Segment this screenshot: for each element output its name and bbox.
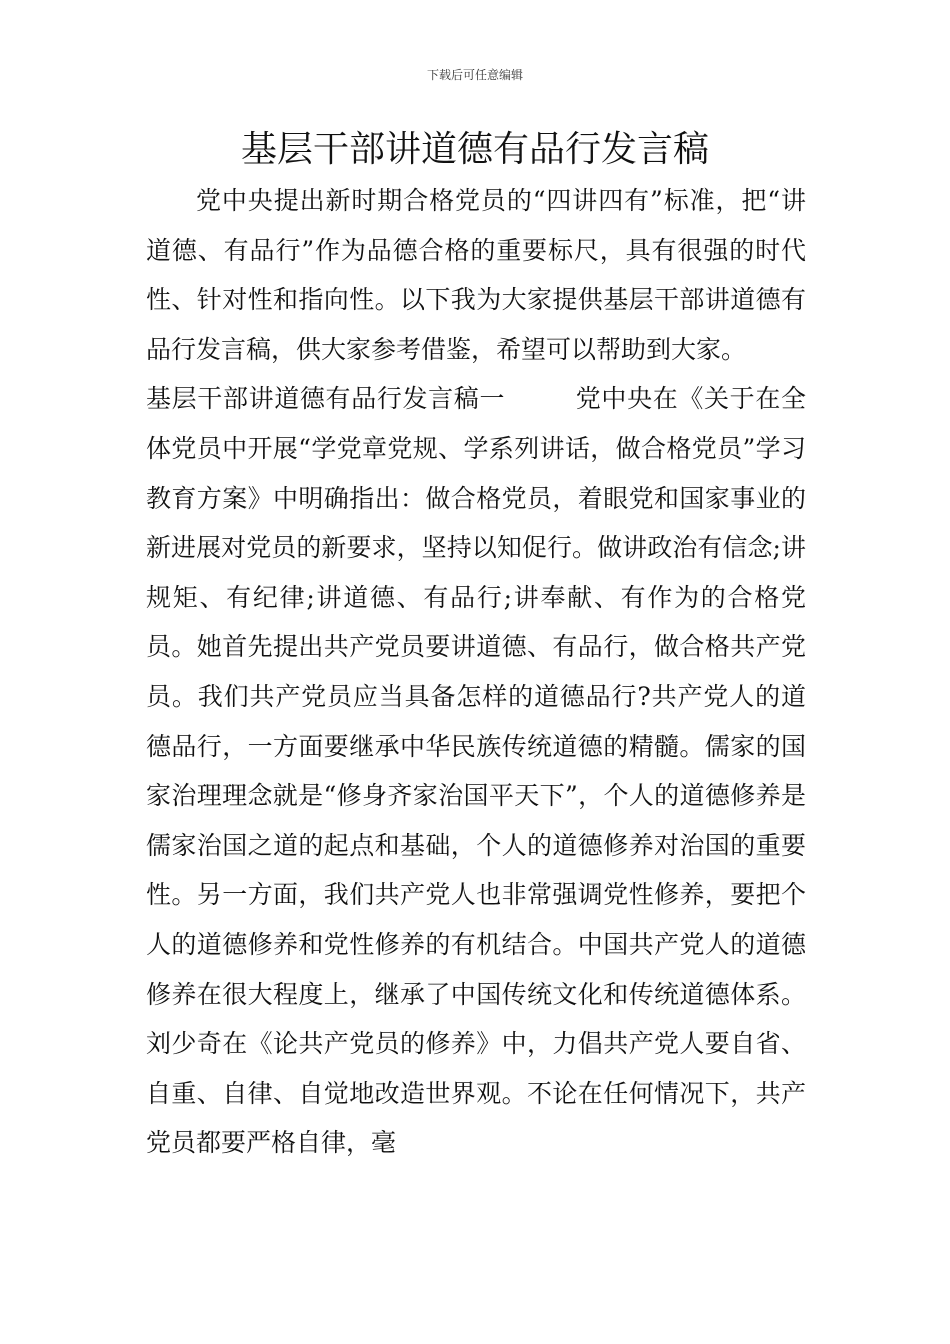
document-title: 基层干部讲道德有品行发言稿 [240,129,709,170]
section-body-text: 党中央在《关于在全体党员中开展“学党章党规、学系列讲话，做合格党员”学习教育方案》中明确指出：做合格党员，着眼党和国家事业的新进展对党员的新要求，坚持以知促行。做讲政治有信念;讲规矩、有纪律;讲道德、有品行;讲奉献、有作为的合格党员。她首先提出共产党员要讲道德、有品行，做合格共产党员。我们共产党员应当具备怎样的道德品行?共产党人的道德品行，一方面要继承中华民族传统道德的精髓。儒家的国家治理理念就是“修身齐家治国平天下”，个人的道德修养是儒家治国之道的起点和基础，个人的道德修养对治国的重要性。另一方面，我们共产党人也非常强调党性修养，要把个人的道德修养和党性修养的有机结合。中国共产党人的道德修养在很大程度上，继承了中国传统文化和传统道德体系。刘少奇在《论共产党员的修养》中，力倡共产党人要自省、自重、自律、自觉地改造世界观。不论在任何情况下，共产党员都要严格自律，毫 [146,384,806,1158]
section-paragraph [146,374,806,1168]
document-body [146,176,806,1168]
section-heading: 基层干部讲道德有品行发言稿一 [146,384,506,414]
page-header-note: 下载后可任意编辑 [426,68,523,82]
intro-paragraph: 党中央提出新时期合格党员的“四讲四有”标准，把“讲道德、有品行”作为品德合格的重要标尺，具有很强的时代性、针对性和指向性。以下我为大家提供基层干部讲道德有品行发言稿，供大家参考借鉴，希望可以帮助到大家。 [146,186,806,364]
